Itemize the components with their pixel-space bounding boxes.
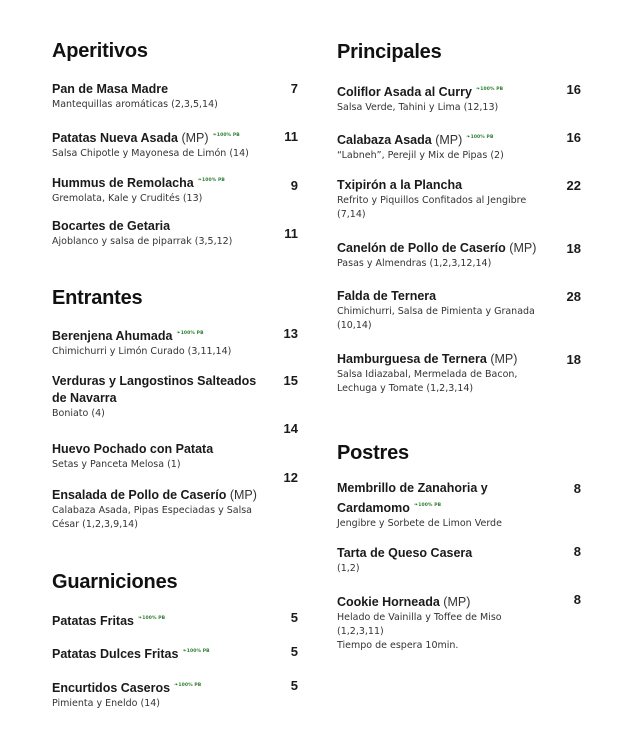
item-name: Calabaza Asada (MP) ❧100% PB <box>337 129 581 149</box>
item-description: Chimichurri, Salsa de Pimienta y Granada (10,14) <box>337 306 535 331</box>
item-description: Setas y Panceta Melosa (1) <box>52 459 181 470</box>
item-description: (1,2) <box>337 563 360 574</box>
menu-item <box>52 677 298 711</box>
leaf-icon: ❧ <box>466 134 471 140</box>
item-price: 11 <box>284 129 298 144</box>
plant-based-badge: ❧100% PB <box>137 615 166 621</box>
item-description: Boniato (4) <box>52 408 105 419</box>
plant-based-badge: ❧100% PB <box>176 330 204 336</box>
leaf-icon: ❧ <box>182 648 187 654</box>
item-price: 14 <box>283 421 298 436</box>
plant-based-badge: ❧100% PB <box>466 134 494 140</box>
menu-item <box>337 288 581 333</box>
item-name: Patatas Nueva Asada (MP) ❧100% PB <box>52 127 298 147</box>
item-price: 13 <box>283 326 298 341</box>
leaf-icon: ❧ <box>197 177 203 183</box>
item-name: Tarta de Queso Casera <box>337 546 473 560</box>
item-price: 28 <box>566 289 581 304</box>
wait-time-note: Tiempo de espera 10min. <box>337 640 459 651</box>
menu-item <box>52 127 298 161</box>
item-price: 22 <box>566 178 581 193</box>
item-name: Hamburguesa de Ternera (MP) <box>337 352 518 366</box>
section-title-entrantes: Entrantes <box>52 287 143 309</box>
item-price: 5 <box>290 644 298 659</box>
section-title-postres: Postres <box>337 442 409 464</box>
item-name: Hummus de Remolacha ❧100% PB <box>52 172 298 192</box>
item-description: Gremolata, Kale y Crudités (13) <box>52 193 203 204</box>
item-price: 16 <box>566 82 581 97</box>
menu-item <box>52 218 298 249</box>
menu-item <box>337 480 581 531</box>
menu-item <box>337 129 581 163</box>
leaf-icon: ❧ <box>174 682 179 688</box>
item-name: Ensalada de Pollo de Caserío (MP) <box>52 488 257 502</box>
item-name: Huevo Pochado con Patata <box>52 442 214 456</box>
market-price-tag: (MP) <box>435 133 463 147</box>
menu-item <box>52 470 298 532</box>
market-price-tag: (MP) <box>509 241 537 255</box>
item-price: 11 <box>284 226 298 241</box>
section-title-aperitivos: Aperitivos <box>52 40 148 62</box>
item-price: 15 <box>283 373 298 388</box>
leaf-icon: ❧ <box>137 615 143 621</box>
item-price: 5 <box>290 610 298 625</box>
leaf-icon: ❧ <box>413 502 419 508</box>
item-description: Pimienta y Eneldo (14) <box>52 698 160 709</box>
menu-item <box>337 545 581 576</box>
menu-item <box>337 81 581 115</box>
menu-item <box>52 325 298 359</box>
item-name: Bocartes de Getaria <box>52 219 171 233</box>
item-price: 18 <box>566 241 581 256</box>
menu-item <box>52 81 298 112</box>
item-name: Patatas Fritas ❧100% PB <box>52 610 298 630</box>
menu-item <box>52 610 298 630</box>
leaf-icon: ❧ <box>176 330 181 336</box>
market-price-tag: (MP) <box>490 352 518 366</box>
item-name: Falda de Ternera <box>337 289 437 303</box>
section-title-principales: Principales <box>337 41 442 63</box>
item-name: Pan de Masa Madre <box>52 82 169 96</box>
item-name: Verduras y Langostinos Salteados de Navarra <box>52 374 257 405</box>
item-description: Jengibre y Sorbete de Limon Verde <box>337 518 502 529</box>
market-price-tag: (MP) <box>229 488 257 502</box>
item-price: 9 <box>290 178 298 193</box>
section-title-guarniciones: Guarniciones <box>52 571 178 593</box>
item-name: Encurtidos Caseros ❧100% PB <box>52 677 298 697</box>
plant-based-badge: ❧100% PB <box>197 177 225 183</box>
market-price-tag: (MP) <box>443 595 471 609</box>
item-description: Pasas y Almendras (1,2,3,12,14) <box>337 258 492 269</box>
item-name: Cookie Horneada (MP) <box>337 595 471 609</box>
item-price: 7 <box>290 81 298 96</box>
market-price-tag: (MP) <box>181 131 209 145</box>
item-description: Salsa Verde, Tahini y Lima (12,13) <box>337 102 499 113</box>
item-name: Patatas Dulces Fritas ❧100% PB <box>52 643 298 663</box>
item-price: 8 <box>573 592 581 607</box>
item-name: Coliflor Asada al Curry ❧100% PB <box>337 81 581 101</box>
menu-item <box>52 643 298 663</box>
item-price: 12 <box>283 470 298 485</box>
item-price: 5 <box>290 678 298 693</box>
item-description: Calabaza Asada, Pipas Especiadas y Salsa César (1,2,3,9,14) <box>52 505 252 530</box>
item-description: Chimichurri y Limón Curado (3,11,14) <box>52 346 232 357</box>
menu-item <box>52 421 298 472</box>
item-name: Membrillo de Zanahoria y Cardamomo ❧100% PB <box>337 481 488 515</box>
menu-item <box>337 240 581 271</box>
item-price: 16 <box>566 130 581 145</box>
item-price: 8 <box>573 544 581 559</box>
item-description: Salsa Chipotle y Mayonesa de Limón (14) <box>52 148 249 159</box>
plant-based-badge: ❧100% PB <box>476 86 504 92</box>
leaf-icon: ❧ <box>212 132 217 138</box>
plant-based-badge: ❧100% PB <box>182 648 210 654</box>
plant-based-badge: ❧100% PB <box>174 682 202 688</box>
item-price: 8 <box>573 481 581 496</box>
plant-based-badge: ❧100% PB <box>413 502 442 508</box>
plant-based-badge: ❧100% PB <box>212 132 240 138</box>
item-name: Txipirón a la Plancha <box>337 178 463 192</box>
item-description: Mantequillas aromáticas (2,3,5,14) <box>52 99 218 110</box>
menu-item <box>52 172 298 206</box>
item-description: Helado de Vainilla y Toffee de Miso (1,2,3,11) <box>337 612 502 637</box>
menu-item <box>337 594 581 653</box>
leaf-icon: ❧ <box>476 86 481 92</box>
menu-item <box>337 351 581 396</box>
item-name: Canelón de Pollo de Caserío (MP) <box>337 241 537 255</box>
item-description: Salsa Idiazabal, Mermelada de Bacon, Lechuga y Tomate (1,2,3,14) <box>337 369 518 394</box>
item-price: 18 <box>566 352 581 367</box>
item-description: “Labneh”, Perejil y Mix de Pipas (2) <box>337 150 504 161</box>
menu-item <box>52 373 298 421</box>
item-description: Refrito y Piquillos Confitados al Jengibre (7,14) <box>337 195 527 220</box>
item-name: Berenjena Ahumada ❧100% PB <box>52 325 298 345</box>
menu-item <box>337 177 581 222</box>
item-description: Ajoblanco y salsa de piparrak (3,5,12) <box>52 236 233 247</box>
